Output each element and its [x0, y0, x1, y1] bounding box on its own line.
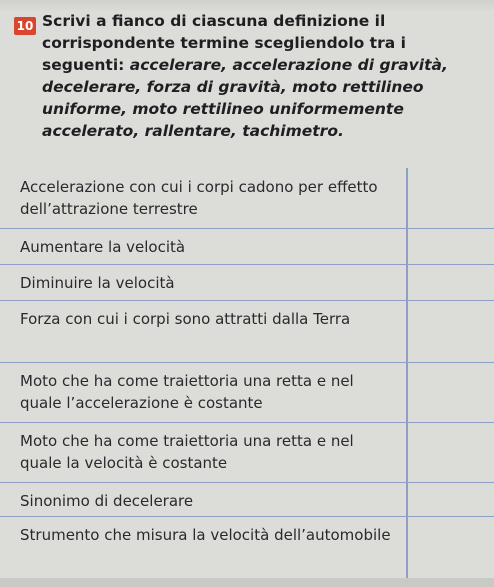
definition-text: Sinonimo di decelerare: [20, 492, 194, 510]
definitions-table: [0, 170, 494, 580]
term-list: accelerare, accelerazione di gravità, decelerare, forza di gravità, moto rettilineo uniforme, moto rettilineo uniformemente accelerato, rallentare, tachimetro.: [42, 56, 448, 140]
instruction-lead: Scrivi a fianco di ciascuna definizione il corrispondente termine scegliendolo tra i seguenti:: [42, 12, 406, 74]
definition-text: Moto che ha come traiettoria una retta e nel quale l’accelerazione è costante: [20, 372, 354, 412]
definition-text: Accelerazione con cui i corpi cadono per effetto dell’attrazione terrestre: [20, 178, 378, 218]
table-row: [0, 302, 494, 363]
table-row: [0, 364, 494, 423]
definition-text: Moto che ha come traiettoria una retta e nel quale la velocità è costante: [20, 432, 354, 472]
table-row: [0, 424, 494, 483]
exercise-instructions: [42, 10, 484, 142]
table-row: [0, 518, 494, 576]
exercise-number-badge: 10: [14, 17, 36, 35]
page-bottom-edge: [0, 578, 494, 587]
table-row: [0, 266, 494, 301]
table-row: [0, 484, 494, 517]
definition-text: Strumento che misura la velocità dell’automobile: [20, 526, 391, 544]
definition-text: Forza con cui i corpi sono attratti dalla Terra: [20, 310, 351, 328]
table-row: [0, 230, 494, 265]
definition-text: Aumentare la velocità: [20, 238, 186, 256]
table-row: [0, 170, 494, 229]
exercise-block: [14, 10, 484, 142]
definition-text: Diminuire la velocità: [20, 274, 175, 292]
